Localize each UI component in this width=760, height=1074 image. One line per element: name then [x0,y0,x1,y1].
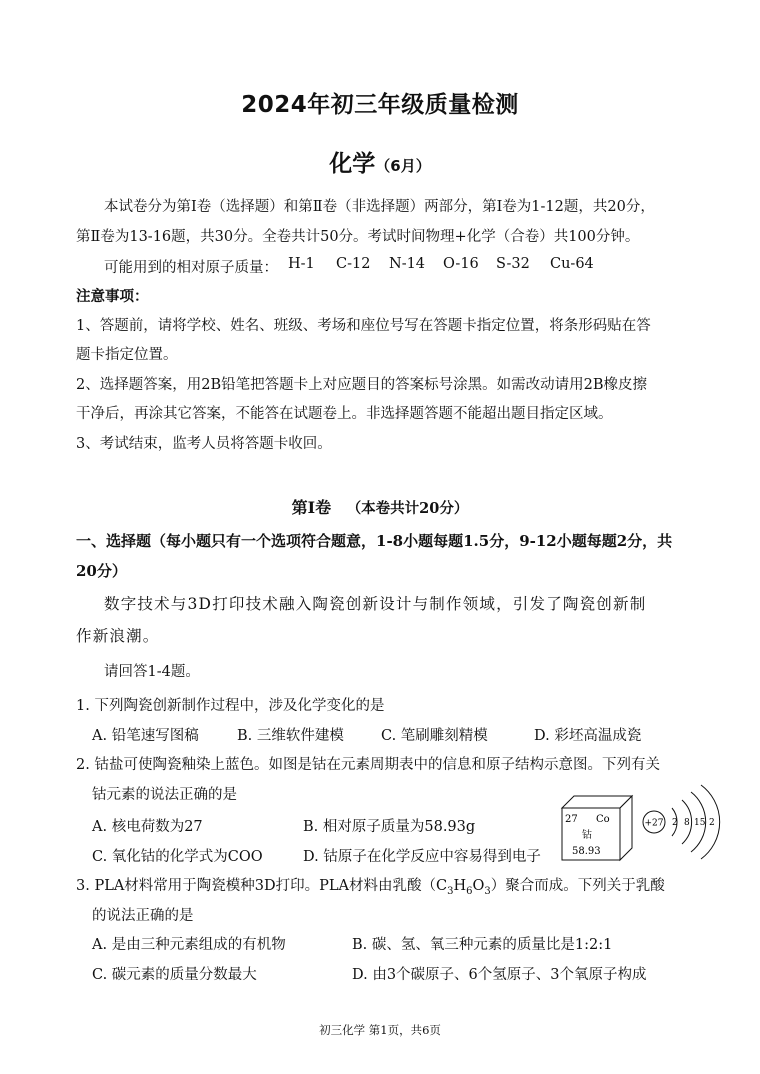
question-2-stem-a: 2. 钴盐可使陶瓷釉染上蓝色。如图是钴在元素周期表中的信息和原子结构示意图。下列有关 [76,757,660,773]
note-2-line-a: 2、选择题答案，用2B铅笔把答题卡上对应题目的答案标号涂黑。如需改动请用2B橡皮擦 [76,377,647,393]
atomic-mass-s: S-32 [496,256,530,272]
subject-month: （6月） [375,157,431,175]
passage-line-b: 作新浪潮。 [76,627,160,645]
part-1-heading-a: 一、选择题（每小题只有一个选项符合题意，1-8小题每题1.5分，9-12小题每题2分，共 [76,532,673,550]
subject-name: 化学 [329,151,376,177]
question-3-option-b: B. 碳、氢、氧三种元素的质量比是1:2:1 [352,937,613,953]
section-1-note: （本卷共计20分） [346,500,469,517]
atomic-mass-label: 可能用到的相对原子质量： [104,260,278,276]
atom-shell-2: 8 [684,818,690,828]
atomic-mass-h: H-1 [288,256,315,272]
question-1-option-c: C. 笔刷雕刻精模 [381,728,488,744]
cobalt-atom-structure-diagram [636,782,748,862]
page-footer: 初三化学 第1页，共6页 [319,1023,441,1037]
atom-shell-1: 2 [672,818,678,828]
subject-title [0,145,760,178]
section-1-name: 第Ⅰ卷 [291,498,332,517]
question-3-stem-b: 的说法正确的是 [92,908,194,924]
note-2-line-b: 干净后，再涂其它答案，不能答在试题卷上。非选择题答题不能超出题目指定区域。 [76,406,613,422]
question-1-stem: 1. 下列陶瓷创新制作过程中，涉及化学变化的是 [76,698,385,714]
notes-heading: 注意事项： [76,288,149,305]
atomic-mass-cu: Cu-64 [550,256,594,272]
note-3: 3、考试结束，监考人员将答题卡收回。 [76,436,332,452]
question-2-option-d: D. 钴原子在化学反应中容易得到电子 [303,849,541,865]
passage-instruction: 请回答1-4题。 [104,664,200,680]
note-1-line-a: 1、答题前，请将学校、姓名、班级、考场和座位号写在答题卡指定位置，将条形码贴在答 [76,318,651,334]
atomic-mass-c: C-12 [336,256,371,272]
element-symbol: Co [596,814,610,825]
question-3-stem-a: 3. PLA材料常用于陶瓷模种3D打印。PLA材料由乳酸$(C_3H_6O_3)$聚合而成。下列关于乳酸 [76,878,665,897]
question-3-option-d: D. 由3个碳原子、6个氢原子、3个氧原子构成 [352,967,647,983]
intro-line-1: 本试卷分为第Ⅰ卷（选择题）和第Ⅱ卷（非选择题）两部分，第Ⅰ卷为1-12题，共20分， [104,199,655,215]
question-2-option-a: A. 核电荷数为27 [92,819,203,835]
atom-nucleus-charge: +27 [644,818,664,829]
note-1-line-b: 题卡指定位置。 [76,347,178,363]
question-2-option-b: B. 相对原子质量为58.93g [303,819,476,835]
atomic-mass-o: O-16 [443,256,479,272]
atomic-mass-line [104,256,278,277]
atomic-mass-n: N-14 [389,256,426,272]
question-1-option-d: D. 彩坯高温成瓷 [534,728,642,744]
question-1-option-a: A. 铅笔速写图稿 [92,728,199,744]
question-3-option-c: C. 碳元素的质量分数最大 [92,967,257,983]
page-title: 2024年初三年级质量检测 [241,92,519,118]
cobalt-element-cell [552,790,642,862]
element-atomic-mass: 58.93 [572,846,601,857]
question-2-stem-b: 钴元素的说法正确的是 [92,787,237,803]
question-3-option-a: A. 是由三种元素组成的有机物 [92,937,286,953]
element-atomic-number: 27 [565,814,578,825]
question-1-option-b: B. 三维软件建模 [237,728,344,744]
element-name: 钴 [582,830,592,841]
part-1-heading-b: 20分） [76,562,127,580]
atom-shell-4: 2 [709,818,715,828]
question-2-option-c: C. 氧化钴的化学式为COO [92,849,263,865]
passage-line-a: 数字技术与3D打印技术融入陶瓷创新设计与制作领域，引发了陶瓷创新制 [104,595,647,613]
atom-shell-3: 15 [694,818,706,828]
intro-line-2: 第Ⅱ卷为13-16题，共30分。全卷共计50分。考试时间物理+化学（合卷）共100分钟。 [76,229,640,245]
section-1-title [0,495,760,518]
